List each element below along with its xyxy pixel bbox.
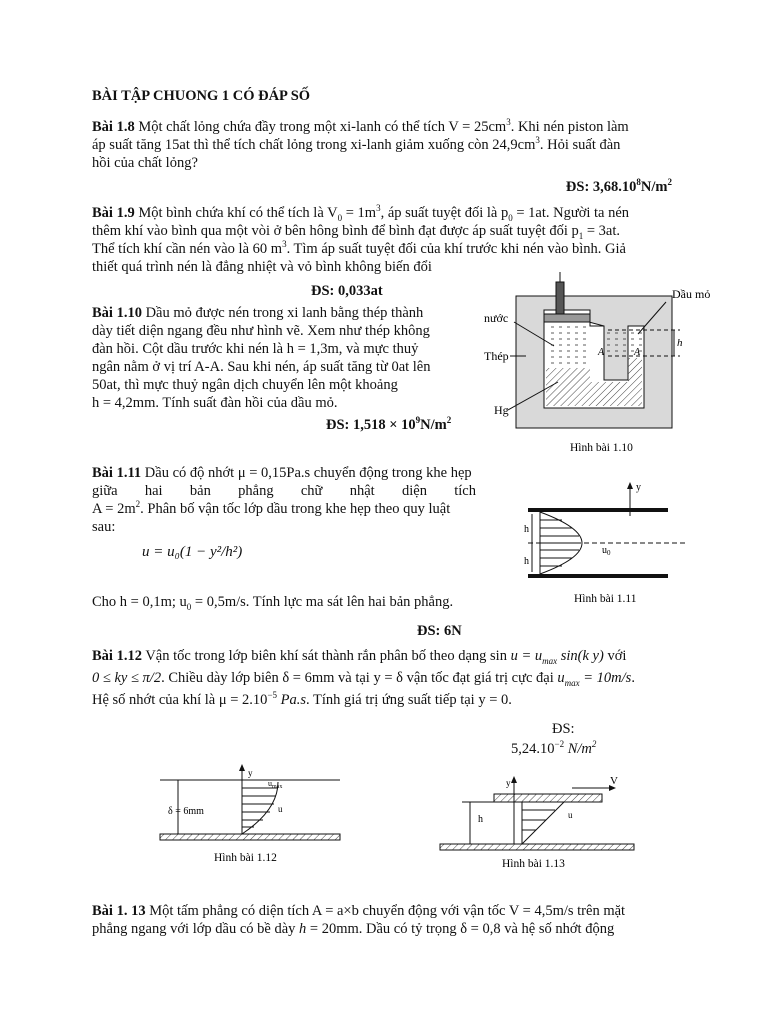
text: . Chiều dày lớp biên δ = 6mm và tại y = δ vận tốc đạt giá trị cực đại (161, 670, 554, 686)
sub: 0 (607, 549, 611, 557)
text: N/m (640, 179, 668, 195)
top-plate (528, 508, 668, 512)
y-arrow (239, 764, 245, 771)
sup: 8 (636, 177, 641, 188)
text: = 1at. Người ta nén (512, 205, 630, 221)
text: h (299, 921, 307, 937)
label-v: V (610, 775, 618, 787)
y-arrow (511, 776, 517, 783)
text: áp suất tăng 15at thì thể tích chất lỏng trong xi-lanh giảm xuống còn 24,9cm (92, 137, 536, 153)
text: . Tính giá trị ứng suất tiếp tại y = 0. (306, 692, 512, 708)
answer-label-1-12: ĐS: (552, 721, 575, 737)
sup: 2 (135, 499, 141, 510)
text: thêm khí vào bình qua một vòi ở bên hông bình để bình đạt được áp suất tuyệt đối p (92, 223, 579, 239)
figure-1-11 (500, 478, 700, 608)
figure-1-12 (160, 760, 350, 872)
label-y: y (248, 768, 253, 778)
text: Cho h = 0,1m; u (92, 594, 187, 610)
text: Một tấm phẳng có diện tích A = a×b chuyển động với vận tốc V = 4,5m/s trên mặt (145, 903, 626, 919)
y-arrow (627, 482, 633, 489)
velocity-arrows (242, 788, 277, 827)
text: Hệ số nhớt của khí là μ = 2.10 (92, 692, 268, 708)
sub: 0 (508, 212, 513, 223)
text: . Phân bố vận tốc lớp dầu trong khe hẹp theo quy luật (140, 501, 451, 517)
text: 50at, thì mực thuỷ ngân dịch chuyển lên một khoảng (92, 377, 398, 393)
problem-label: Bài 1.9 (92, 205, 135, 221)
text: = 1m (342, 205, 377, 221)
problem-label: Bài 1.8 (92, 119, 135, 135)
problem-1-11 (92, 464, 476, 536)
text: = 20mm. Dầu có tỷ trọng δ = 0,8 và hệ số nhớt động (306, 921, 615, 937)
text: . Tìm áp suất tuyệt đối của khí trước khi nén vào bình. Giả (286, 241, 626, 257)
answer-1-9: ĐS: 0,033at (311, 283, 383, 299)
label-h2: h (524, 556, 529, 567)
sub: max (272, 784, 283, 790)
text: sau: (92, 519, 116, 535)
page-title: BÀI TẬP CHUONG 1 CÓ ĐÁP SỐ (92, 88, 311, 104)
bottom-plate (528, 574, 668, 578)
text: = 10m/s (579, 670, 632, 686)
velocity-arrows (540, 520, 581, 566)
text: N/m (564, 741, 592, 757)
text: u (557, 670, 565, 686)
formula-1-11: u = u₀(1 − y²/h²) (142, 544, 243, 560)
figure-1-13 (440, 770, 640, 872)
sub: 1 (578, 230, 584, 241)
sup: 9 (415, 415, 421, 426)
label-h: h (677, 337, 683, 349)
figure-caption: Hình bài 1.11 (574, 593, 637, 605)
text: hồi của chất lỏng? (92, 155, 198, 171)
sub: max (564, 677, 580, 688)
label-hg: Hg (494, 403, 509, 417)
figure-1-10 (470, 270, 711, 460)
label-a2: A (634, 347, 641, 358)
problem-label: Bài 1.10 (92, 305, 142, 321)
text: đàn hồi. Cột dầu trước khi nén là h = 1,3m, và mực thuỷ (92, 341, 419, 357)
sup: 2 (591, 739, 597, 750)
sup: 2 (446, 415, 452, 426)
label-water: nước (484, 311, 509, 325)
problem-1-8 (92, 118, 676, 172)
text: u (602, 545, 607, 556)
sup: 3 (506, 117, 511, 128)
problem-1-13 (92, 902, 676, 938)
label-u: u (568, 810, 573, 820)
problem-1-9 (92, 204, 676, 276)
sup: −5 (267, 690, 278, 701)
problem-label: Bài 1. 13 (92, 903, 146, 919)
label-oil: Dầu mỏ (672, 287, 711, 301)
sup: 2 (667, 177, 672, 188)
moving-plate (494, 794, 602, 802)
text: , áp suất tuyệt đối là p (380, 205, 509, 221)
text: Pa.s (277, 692, 307, 708)
text: giữa hai bản phẳng chữ nhật diện tích (92, 483, 476, 499)
text: sin(k y) (557, 648, 604, 664)
answer-1-10 (326, 416, 451, 434)
label-y: y (636, 482, 641, 493)
given-1-11 (92, 593, 453, 611)
text: N/m (420, 417, 447, 433)
problem-label: Bài 1.12 (92, 648, 142, 664)
text: . Hỏi suất đàn (539, 137, 621, 153)
text: Một chất lỏng chứa đầy trong một xi-lanh có thể tích V = 25cm (134, 119, 507, 135)
label-steel: Thép (484, 349, 509, 363)
sup: 3 (282, 239, 287, 250)
text: Vận tốc trong lớp biên khí sát thành rắn phân bố theo dạng sin (141, 648, 507, 664)
text: ngân nằm ở vị trí A-A. Sau khi nén, áp suất tăng từ 0at lên (92, 359, 431, 375)
label-a1: A (598, 347, 605, 358)
figure-caption: Hình bài 1.12 (214, 852, 277, 864)
text: . Khi nén piston làm (510, 119, 629, 135)
text: 0 ≤ ky ≤ π/2 (92, 670, 162, 686)
fixed-plane (440, 844, 634, 850)
wall (160, 834, 340, 840)
text: u = u (510, 648, 543, 664)
sup: −2 (554, 739, 565, 750)
text: ĐS: 3,68.10 (565, 179, 637, 195)
problem-label: Bài 1.11 (92, 465, 142, 481)
text: dày tiết diện ngang đều như hình vẽ. Xem như thép không (92, 323, 430, 339)
sup: 3 (376, 203, 381, 214)
sub: 0 (337, 212, 343, 223)
label-h: h (478, 814, 483, 825)
label-u0 (602, 545, 611, 557)
sub: 0 (186, 601, 192, 612)
text: với (603, 648, 627, 664)
piston-rod (556, 282, 564, 314)
text: u (268, 779, 272, 788)
text: h = 4,2mm. Tính suất đàn hồi của dầu mỏ. (92, 395, 338, 411)
piston (544, 314, 590, 322)
problem-1-10 (92, 304, 462, 412)
text: Dầu mỏ được nén trong xi lanh bằng thép thành (141, 305, 424, 321)
label-h1: h (524, 524, 529, 535)
answer-1-8 (566, 178, 672, 196)
text: Dầu có độ nhớt μ = 0,15Pa.s chuyển động trong khe hẹp (141, 465, 472, 481)
text: . (631, 670, 635, 686)
figure-caption: Hình bài 1.10 (570, 442, 633, 454)
label-y: y (506, 778, 511, 788)
sup: 3 (535, 135, 540, 146)
text: = 0,5m/s. Tính lực ma sát lên hai bản phẳng. (191, 594, 454, 610)
text: ĐS: 1,518 × 10 (326, 417, 416, 433)
text: Một bình chứa khí có thể tích là V (134, 205, 338, 221)
text: 5,24.10 (511, 741, 555, 757)
text: = 3at. (583, 223, 621, 239)
answer-1-11: ĐS: 6N (417, 623, 462, 639)
label-delta: δ = 6mm (168, 806, 204, 817)
text: A = 2m (92, 501, 136, 517)
text: Thể tích khí cần nén vào là 60 m (92, 241, 283, 257)
answer-1-12 (511, 740, 596, 758)
text: phẳng ngang với lớp dầu có bề dày (92, 921, 300, 937)
text: thiết quá trình nén là đẳng nhiệt và vỏ bình không biến đổi (92, 259, 432, 275)
figure-caption: Hình bài 1.13 (502, 858, 565, 870)
label-u: u (278, 804, 283, 814)
problem-1-12 (92, 647, 676, 709)
linear-profile (522, 802, 564, 844)
sub: max (542, 655, 558, 666)
